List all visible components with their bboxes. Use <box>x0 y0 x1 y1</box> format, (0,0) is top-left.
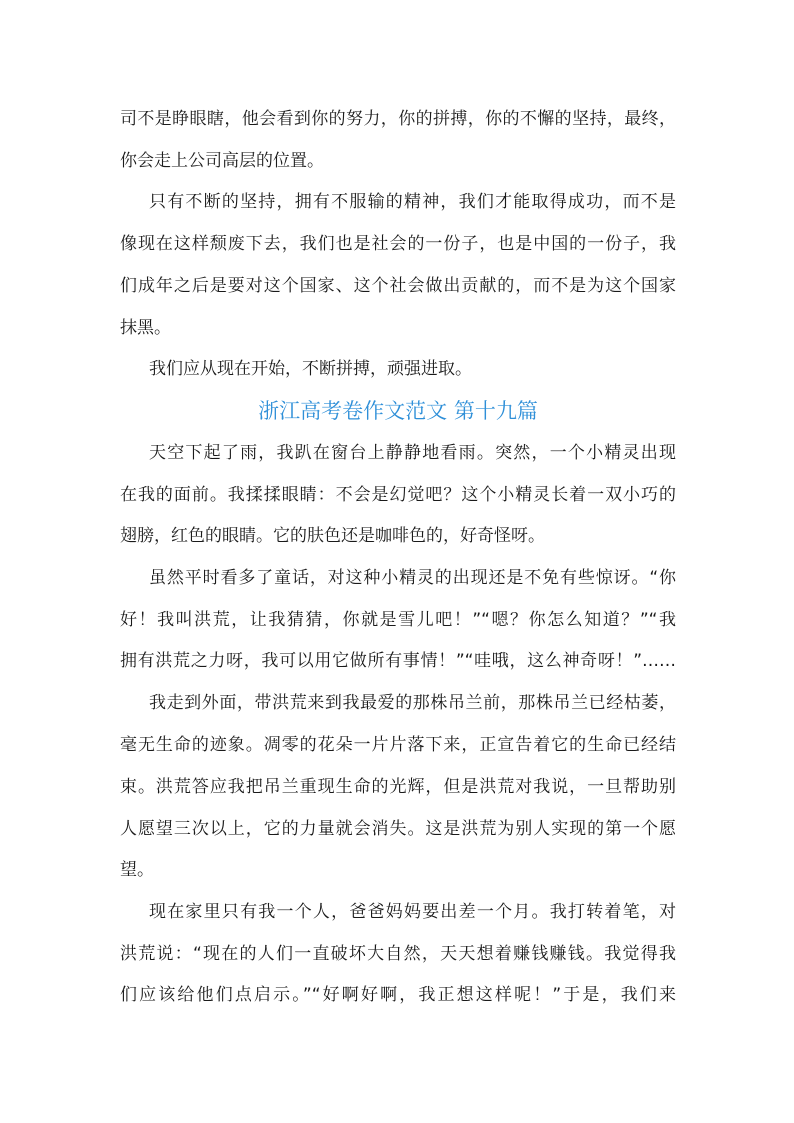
text-line: 天空下起了雨，我趴在窗台上静静地看雨。突然，一个小精灵出现 <box>149 443 676 463</box>
text-line: 们应该给他们点启示。”“好啊好啊，我正想这样呢！”于是，我们来 <box>120 985 676 1005</box>
section-heading: 浙江高考卷作文范文 第十九篇 <box>258 399 538 423</box>
text-line: 像现在这样颓废下去，我们也是社会的一份子，也是中国的一份子，我 <box>120 234 676 254</box>
text-line: 抹黑。 <box>120 318 171 338</box>
text-line: 们成年之后是要对这个国家、这个社会做出贡献的，而不是为这个国家 <box>120 276 676 296</box>
text-line: 望。 <box>120 860 154 880</box>
text-line: 在我的面前。我揉揉眼睛：不会是幻觉吧？这个小精灵长着一双小巧的 <box>120 485 676 505</box>
text-line: 现在家里只有我一个人，爸爸妈妈要出差一个月。我打转着笔，对 <box>149 902 676 922</box>
text-line: 好！我叫洪荒，让我猜猜，你就是雪儿吧！”“嗯？你怎么知道？”“我 <box>120 610 676 630</box>
text-line: 只有不断的坚持，拥有不服输的精神，我们才能取得成功，而不是 <box>149 192 676 212</box>
text-line: 拥有洪荒之力呀，我可以用它做所有事情！”“哇哦，这么神奇呀！”…… <box>120 651 676 671</box>
text-line: 虽然平时看多了童话，对这种小精灵的出现还是不免有些惊讶。“你 <box>149 568 676 588</box>
text-line: 司不是睁眼瞎，他会看到你的努力，你的拼搏，你的不懈的坚持，最终， <box>120 109 676 129</box>
text-line: 束。洪荒答应我把吊兰重现生命的光辉，但是洪荒对我说，一旦帮助别 <box>120 777 676 797</box>
text-line: 翅膀，红色的眼睛。它的肤色还是咖啡色的，好奇怪呀。 <box>120 526 545 546</box>
text-line: 人愿望三次以上，它的力量就会消失。这是洪荒为别人实现的第一个愿 <box>120 819 676 839</box>
text-line: 我走到外面，带洪荒来到我最爱的那株吊兰前，那株吊兰已经枯萎， <box>149 693 676 713</box>
text-line: 毫无生命的迹象。凋零的花朵一片片落下来，正宣告着它的生命已经结 <box>120 735 676 755</box>
text-line: 洪荒说：“现在的人们一直破坏大自然，天天想着赚钱赚钱。我觉得我 <box>120 944 676 964</box>
text-line: 你会走上公司高层的位置。 <box>120 151 324 171</box>
text-line: 我们应从现在开始，不断拼搏，顽强进取。 <box>149 359 472 379</box>
